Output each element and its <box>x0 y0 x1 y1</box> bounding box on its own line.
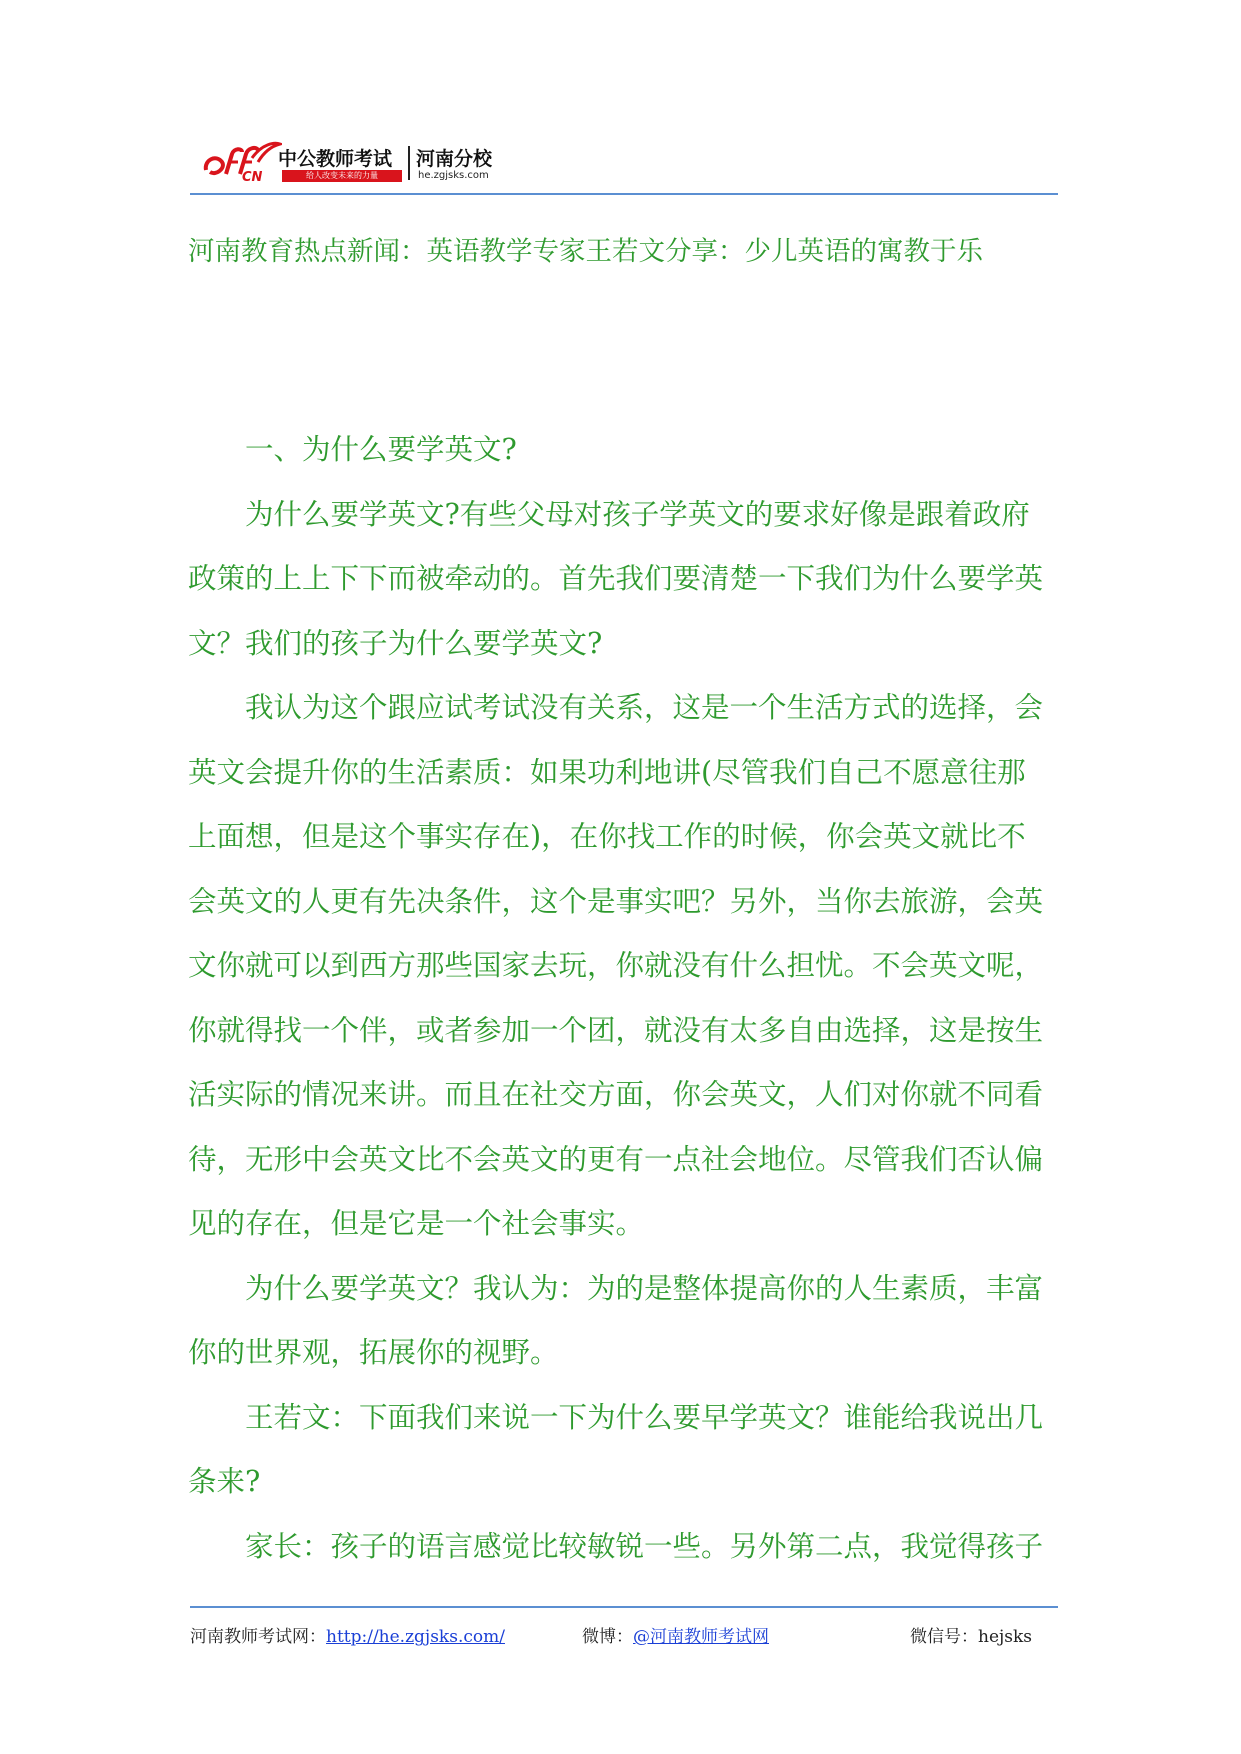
site-link[interactable]: http://he.zgjsks.com/ <box>326 1627 505 1647</box>
wechat-label: 微信号： <box>910 1627 978 1647</box>
svg-text:CN: CN <box>242 170 263 182</box>
body-line: 条来? <box>188 1465 261 1498</box>
page-header <box>190 130 1060 192</box>
body-line: 上面想，但是这个事实存在)，在你找工作的时候，你会英文就比不 <box>188 820 1026 853</box>
article-title: 河南教育热点新闻：英语教学专家王若文分享：少儿英语的寓教于乐 <box>188 236 983 267</box>
body-line: 家长：孩子的语言感觉比较敏锐一些。另外第二点，我觉得孩子 <box>245 1529 1044 1563</box>
body-line: 待，无形中会英文比不会英文的更有一点社会地位。尽管我们否认偏 <box>188 1142 1044 1176</box>
body-line: 英文会提升你的生活素质：如果功利地讲(尽管我们自己不愿意往那 <box>188 755 1026 789</box>
site-label: 河南教师考试网： <box>190 1627 326 1647</box>
article-body <box>188 418 1066 1579</box>
branch-name: 河南分校 <box>416 148 493 170</box>
body-line: 一、为什么要学英文? <box>245 433 517 466</box>
body-line: 文？我们的孩子为什么要学英文? <box>188 626 603 660</box>
branch-url: he.zgjsks.com <box>418 170 489 181</box>
footer-divider <box>190 1606 1058 1608</box>
footer-wechat <box>910 1622 1032 1652</box>
footer-site <box>190 1622 505 1652</box>
body-line: 你就得找一个伴，或者参加一个团，就没有太多自由选择，这是按生 <box>188 1013 1044 1047</box>
body-line: 我认为这个跟应试考试没有关系，这是一个生活方式的选择，会 <box>245 691 1044 724</box>
brand-slogan: 给人改变未来的力量 <box>282 170 402 182</box>
header-divider <box>190 193 1058 195</box>
body-line: 见的存在，但是它是一个社会事实。 <box>188 1207 645 1240</box>
page-footer <box>190 1622 1060 1652</box>
weibo-label: 微博： <box>582 1627 633 1647</box>
weibo-link[interactable]: @河南教师考试网 <box>633 1627 769 1647</box>
body-line: 活实际的情况来讲。而且在社交方面，你会英文，人们对你就不同看 <box>188 1078 1044 1111</box>
body-line: 你的世界观，拓展你的视野。 <box>188 1336 559 1369</box>
body-line: 王若文：下面我们来说一下为什么要早学英文？谁能给我说出几 <box>245 1400 1044 1434</box>
footer-weibo <box>582 1622 769 1652</box>
logo-divider <box>408 146 410 180</box>
wechat-id: hejsks <box>978 1627 1033 1647</box>
offcn-logo-icon <box>202 140 282 182</box>
body-line: 为什么要学英文？我认为：为的是整体提高你的人生素质，丰富 <box>245 1271 1044 1305</box>
brand-name: 中公教师考试 <box>278 148 393 170</box>
body-line: 政策的上上下下而被牵动的。首先我们要清楚一下我们为什么要学英 <box>188 562 1044 595</box>
body-line: 文你就可以到西方那些国家去玩，你就没有什么担忧。不会英文呢， <box>188 949 1044 982</box>
body-line: 为什么要学英文?有些父母对孩子学英文的要求好像是跟着政府 <box>245 497 1030 531</box>
body-line: 会英文的人更有先决条件，这个是事实吧？另外，当你去旅游，会英 <box>188 884 1044 918</box>
